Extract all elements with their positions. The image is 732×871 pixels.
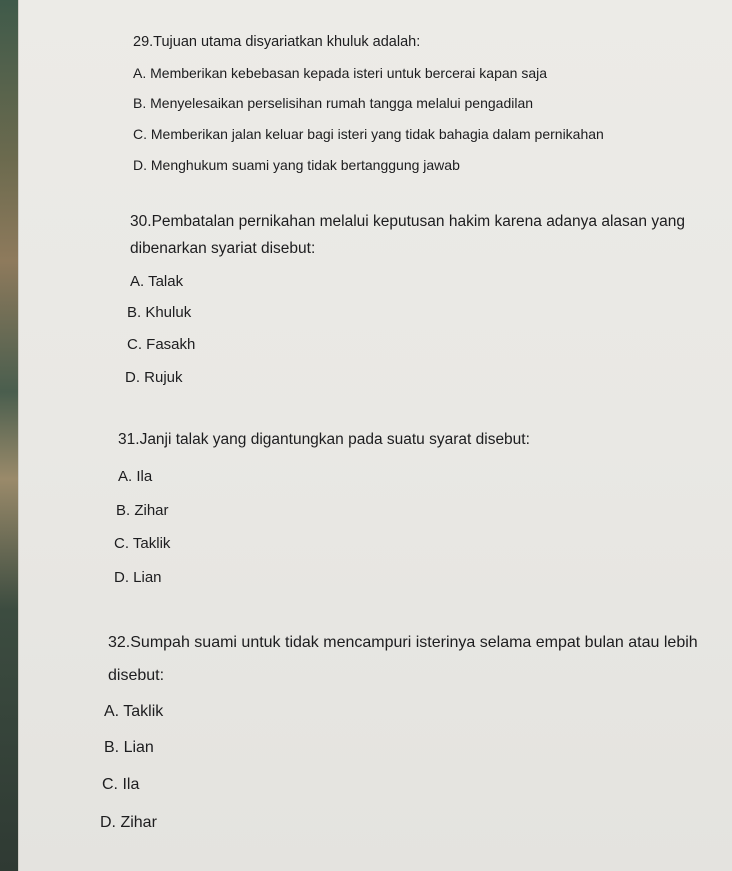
question-29-stem (133, 33, 420, 51)
question-number: 32. (108, 634, 131, 651)
question-30-stem-line-1 (130, 213, 685, 231)
option-a: A. Ila (118, 468, 153, 485)
question-number: 31. (118, 431, 140, 448)
question-stem-line: Janji talak yang digantungkan pada suatu syarat disebut: (139, 431, 530, 448)
question-32-stem-line-1 (108, 634, 698, 652)
option-c: C. Fasakh (127, 336, 196, 353)
option-b: B. Menyelesaikan perselisihan rumah tangga melalui pengadilan (133, 95, 534, 111)
option-a: A. Taklik (104, 703, 164, 720)
option-d: D. Lian (114, 569, 162, 586)
option-b: B. Khuluk (127, 304, 192, 321)
question-number: 30. (130, 213, 152, 230)
option-d: D. Zihar (100, 814, 157, 831)
question-stem-line: Sumpah suami untuk tidak mencampuri isterinya selama empat bulan atau lebih (130, 634, 698, 651)
option-a: A. Memberikan kebebasan kepada isteri untuk bercerai kapan saja (133, 65, 548, 81)
option-b: B. Lian (104, 739, 154, 756)
question-30-stem-line-2: dibenarkan syariat disebut: (130, 240, 316, 257)
question-number: 29. (133, 34, 154, 50)
option-a: A. Talak (130, 273, 184, 290)
question-32-stem-line-2: disebut: (108, 667, 165, 684)
option-b: B. Zihar (116, 502, 169, 519)
option-c: C. Taklik (114, 535, 171, 552)
option-c: C. Memberikan jalan keluar bagi isteri yang tidak bahagia dalam pernikahan (133, 126, 604, 142)
question-stem-line: Pembatalan pernikahan melalui keputusan hakim karena adanya alasan yang (151, 213, 685, 230)
question-31-stem (118, 431, 530, 449)
option-d: D. Menghukum suami yang tidak bertanggung jawab (133, 157, 460, 173)
option-d: D. Rujuk (125, 369, 183, 386)
option-c: C. Ila (102, 776, 140, 793)
question-stem-line: Tujuan utama disyariatkan khuluk adalah: (153, 34, 421, 50)
